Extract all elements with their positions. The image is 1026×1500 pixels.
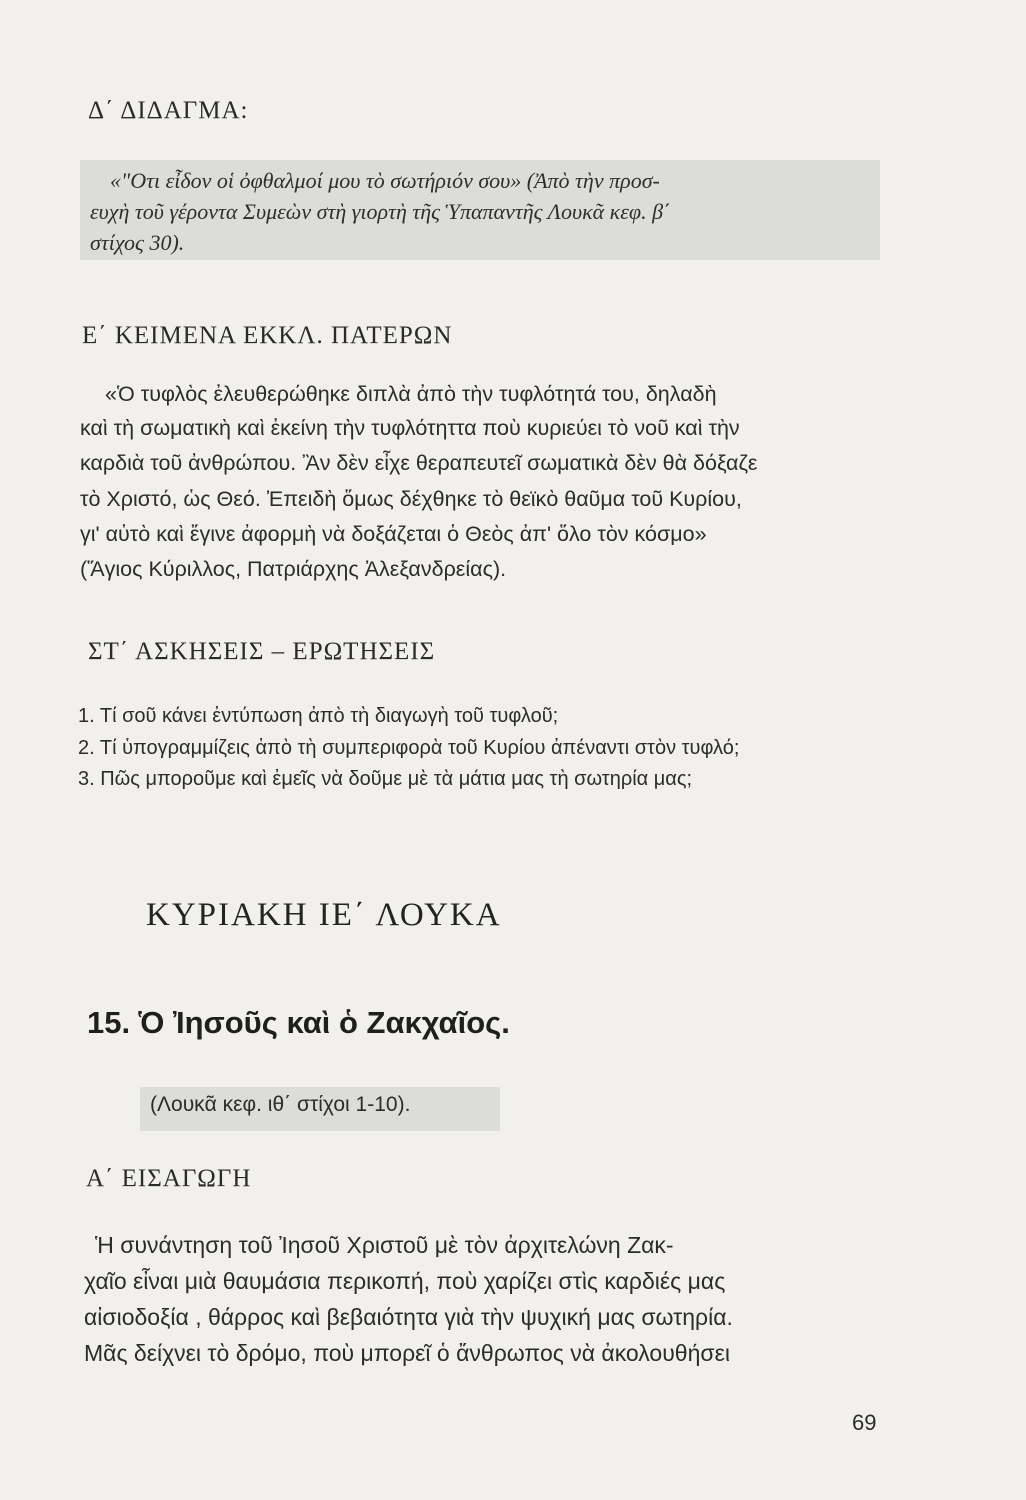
section-d-heading: Δ΄ ΔΙΔΑΓΜΑ: [88,97,249,124]
text-line: «Ὁ τυφλὸς ἐλευθερώθηκε διπλὰ ἀπὸ τὴν τυφλότητά του, δηλαδὴ [105,382,717,406]
text-line: καρδιὰ τοῦ ἀνθρώπου. Ἂν δὲν εἶχε θεραπευτεῖ σωματικὰ δὲν θὰ δόξαζε [80,451,758,475]
text-line: τὸ Χριστό, ὡς Θεό. Ἐπειδὴ ὅμως δέχθηκε τὸ θεϊκὸ θαῦμα τοῦ Κυρίου, [80,487,742,511]
quote-line: στίχος 30). [90,230,185,255]
text-line: Μᾶς δείχνει τὸ δρόμο, ποὺ μπορεῖ ὁ ἄνθρωπος νὰ ἀκολουθήσει [84,1340,730,1366]
quote-line: «"Οτι εἶδον οἱ ὀφθαλμοί μου τὸ σωτήριόν σου» (Ἀπὸ τὴν προσ- [110,168,660,193]
lesson-title: 15. Ὁ Ἰησοῦς καὶ ὁ Ζακχαῖος. [87,1005,510,1040]
text-line: Ἡ συνάντηση τοῦ Ἰησοῦ Χριστοῦ μὲ τὸν ἀρχιτελώνη Ζακ- [95,1232,674,1258]
sunday-title: ΚΥΡΙΑΚΗ ΙΕ΄ ΛΟΥΚΑ [146,897,502,933]
question-item: 1. Τί σοῦ κάνει ἐντύπωση ἀπὸ τὴ διαγωγὴ τοῦ τυφλοῦ; [78,705,559,727]
question-item: 3. Πῶς μποροῦμε καὶ ἐμεῖς νὰ δοῦμε μὲ τὰ μάτια μας τὴ σωτηρία μας; [78,768,693,790]
quote-line: ευχὴ τοῦ γέροντα Συμεὼν στὴ γιορτὴ τῆς Ὑπαπαντῆς Λουκᾶ κεφ. β΄ [90,199,671,224]
text-line: (Ἅγιος Κύριλλος, Πατριάρχης Ἀλεξανδρείας). [80,557,507,581]
text-line: καὶ τὴ σωματικὴ καὶ ἐκείνη τὴν τυφλότηττα ποὺ κυριεύει τὸ νοῦ καὶ τὴν [80,416,740,440]
text-line: χαῖο εἶναι μιὰ θαυμάσια περικοπή, ποὺ χαρίζει στὶς καρδιές μας [84,1268,726,1294]
text-line: αἰσιοδοξία , θάρρος καὶ βεβαιότητα γιὰ τὴν ψυχική μας σωτηρία. [84,1304,733,1330]
question-item: 2. Τί ὑπογραμμίζεις ἀπὸ τὴ συμπεριφορὰ τοῦ Κυρίου ἀπέναντι στὸν τυφλό; [78,737,740,759]
section-a-heading: Α΄ ΕΙΣΑΓΩΓΗ [86,1165,252,1192]
page-number: 69 [852,1410,877,1435]
section-st-heading: ΣΤ΄ ΑΣΚΗΣΕΙΣ – ΕΡΩΤΗΣΕΙΣ [88,638,436,665]
lesson-reference: (Λουκᾶ κεφ. ιθ΄ στίχοι 1-10). [150,1093,411,1116]
text-line: γι' αὐτὸ καὶ ἔγινε ἀφορμὴ νὰ δοξάζεται ὁ Θεὸς ἀπ' ὅλο τὸν κόσμο» [80,522,707,546]
section-e-heading: Ε΄ ΚΕΙΜΕΝΑ ΕΚΚΛ. ΠΑΤΕΡΩΝ [82,322,453,349]
section-d-quote [90,165,890,258]
